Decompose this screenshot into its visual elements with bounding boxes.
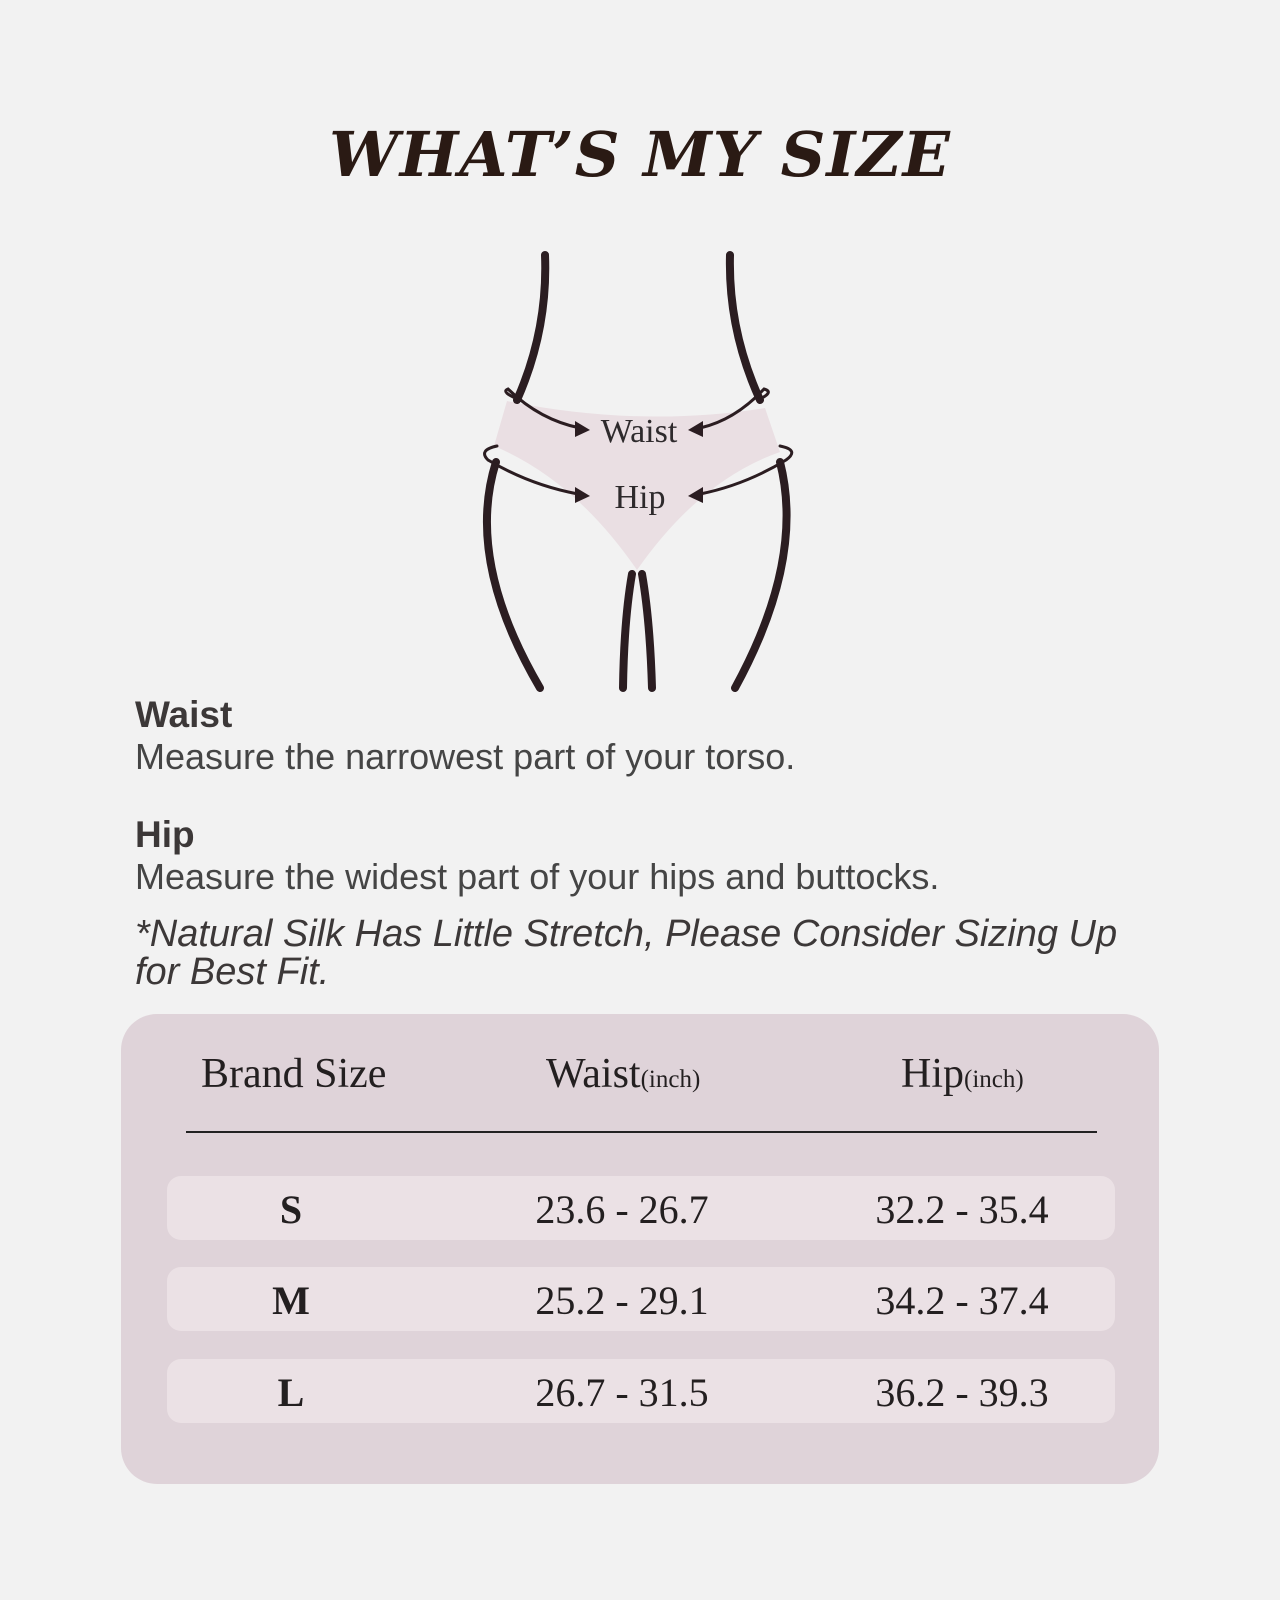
waist-text: Measure the narrowest part of your torso. <box>135 736 796 777</box>
page-title: WHAT’S MY SIZE <box>329 118 951 191</box>
table-row <box>167 1359 1115 1423</box>
header-hip <box>901 1050 1024 1098</box>
table-row <box>167 1267 1115 1331</box>
body-measurement-figure <box>0 0 1280 700</box>
hip-instruction <box>135 814 939 898</box>
hip-figure-label: Hip <box>614 479 666 516</box>
waist-cell: 25.2 - 29.1 <box>535 1278 709 1323</box>
header-waist <box>546 1050 700 1098</box>
size-cell: M <box>272 1278 310 1323</box>
header-waist-unit: (inch) <box>640 1066 701 1093</box>
hip-cell: 36.2 - 39.3 <box>875 1370 1049 1415</box>
header-waist-label: Waist <box>546 1051 641 1097</box>
size-table <box>121 1014 1159 1484</box>
waist-figure-label: Waist <box>600 413 678 450</box>
waist-instruction <box>135 694 795 778</box>
hip-text: Measure the widest part of your hips and buttocks. <box>135 856 940 897</box>
waist-cell: 26.7 - 31.5 <box>535 1370 709 1415</box>
header-hip-unit: (inch) <box>964 1066 1024 1093</box>
hip-cell: 34.2 - 37.4 <box>875 1278 1049 1323</box>
hip-cell: 32.2 - 35.4 <box>875 1187 1049 1232</box>
size-cell: S <box>279 1187 303 1232</box>
waist-cell: 23.6 - 26.7 <box>535 1187 709 1232</box>
header-brand-size: Brand Size <box>201 1051 387 1097</box>
header-divider <box>186 1131 1097 1133</box>
table-row <box>167 1176 1115 1240</box>
fit-note: *Natural Silk Has Little Stretch, Please Consider Sizing Up for Best Fit. <box>135 913 1118 993</box>
waist-heading: Waist <box>135 694 233 735</box>
header-hip-label: Hip <box>901 1051 964 1097</box>
hip-heading: Hip <box>135 814 195 855</box>
size-cell: L <box>277 1370 305 1415</box>
